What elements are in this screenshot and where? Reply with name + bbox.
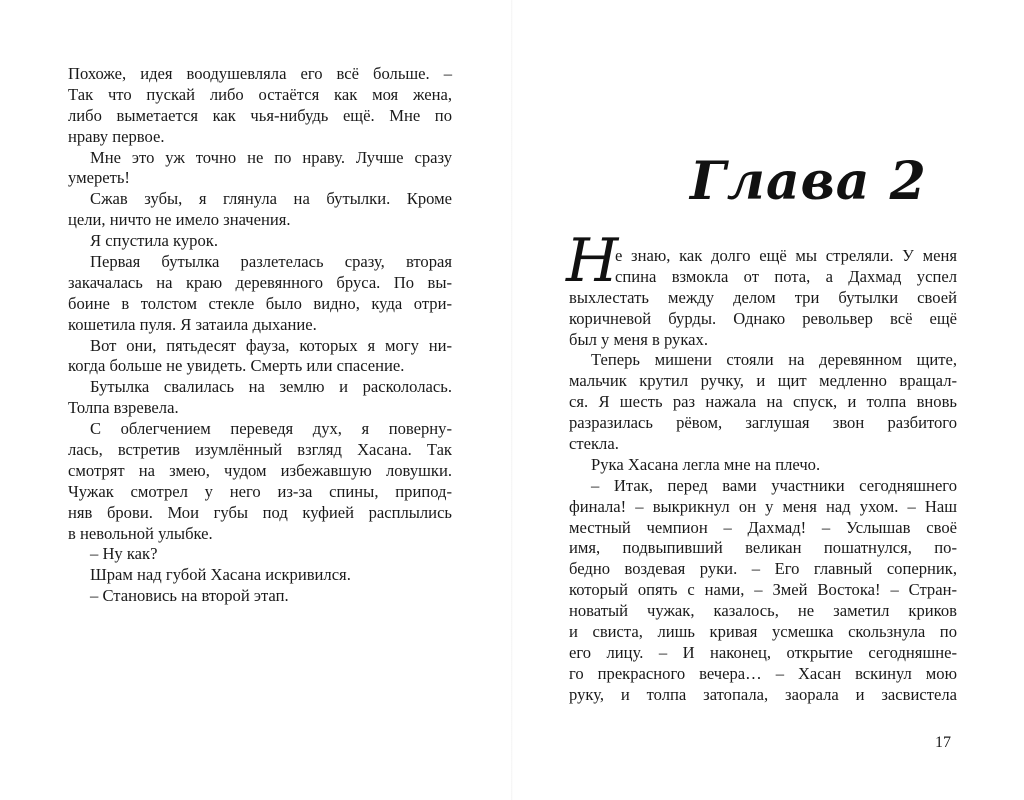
text-line: закачалась на краю деревянного бруса. По вы- bbox=[68, 272, 452, 292]
text-line: новатый чужак, казалось, не заметил криков bbox=[569, 601, 957, 621]
text-line: Бутылка свалилась на землю и раскололась. bbox=[90, 377, 452, 397]
text-line: Сжав зубы, я глянула на бутылки. Кроме bbox=[90, 189, 452, 209]
text-line: разразилась рёвом, заглушая звон разбитого bbox=[569, 413, 957, 433]
text-line: был у меня в руках. bbox=[569, 329, 708, 349]
text-line: – Ну как? bbox=[90, 544, 158, 564]
text-line: Шрам над губой Хасана искривился. bbox=[90, 565, 351, 585]
text-line: либо выметается как чья-нибудь ещё. Мне по bbox=[68, 105, 452, 125]
text-line: кошетила пуля. Я затаила дыхание. bbox=[68, 314, 317, 334]
text-line: смотрят на змею, чудом избежавшую ловушки. bbox=[68, 460, 452, 480]
text-line: который опять с нами, – Змей Востока! – Стран- bbox=[569, 580, 957, 600]
text-line: нраву первое. bbox=[68, 126, 165, 146]
text-line: С облегчением переведя дух, я поверну- bbox=[90, 419, 452, 439]
text-line: Толпа взревела. bbox=[68, 398, 179, 418]
text-line: коричневой бурды. Однако револьвер всё ещё bbox=[569, 308, 957, 328]
left-page-text bbox=[68, 64, 452, 607]
text-line: и свиста, лишь кривая усмешка скользнула по bbox=[569, 622, 957, 642]
text-line: Я спустила курок. bbox=[90, 231, 218, 251]
text-line: бедно воздевая руки. – Его главный соперник, bbox=[569, 559, 957, 579]
text-line: местный чемпион – Дахмад! – Услышав своё bbox=[569, 517, 957, 537]
text-line: умереть! bbox=[68, 168, 130, 188]
text-line: в невольной улыбке. bbox=[68, 523, 213, 543]
text-line: лась, встретив изумлённый взгляд Хасана. Так bbox=[68, 440, 452, 460]
drop-cap: Н bbox=[566, 226, 619, 296]
text-line: Чужак смотрел у него из-за спины, припод- bbox=[68, 481, 452, 501]
text-line: Мне это уж точно не по нраву. Лучше сразу bbox=[90, 147, 452, 167]
text-line: Рука Хасана легла мне на плечо. bbox=[591, 454, 821, 474]
text-line: цели, ничто не имело значения. bbox=[68, 210, 291, 230]
text-line: няв брови. Мои губы под куфией расплылись bbox=[68, 502, 452, 522]
text-line: финала! – выкрикнул он у меня над ухом. – Наш bbox=[569, 496, 957, 516]
text-line: Теперь мишени стояли на деревянном щите, bbox=[591, 350, 957, 370]
right-page-text bbox=[569, 246, 957, 706]
text-line: спина взмокла от пота, а Дахмад успел bbox=[615, 266, 957, 286]
text-line: го прекрасного вечера… – Хасан вскинул мою bbox=[569, 663, 957, 683]
text-line: Так что пускай либо остаётся как моя жена, bbox=[68, 84, 452, 104]
text-line: Похоже, идея воодушевляла его всё больше. – bbox=[68, 64, 452, 83]
text-line: – Становись на второй этап. bbox=[90, 586, 289, 606]
text-line: руку, и толпа затопала, заорала и засвистела bbox=[569, 684, 957, 704]
text-line: мальчик крутил ручку, и щит медленно вращал- bbox=[569, 371, 957, 391]
chapter-title: Глава 2 bbox=[690, 151, 927, 212]
text-line: ся. Я шесть раз нажала на спуск, и толпа вновь bbox=[569, 392, 957, 412]
text-line: выхлестать между делом три бутылки своей bbox=[569, 287, 957, 307]
text-line: – Итак, перед вами участники сегодняшнего bbox=[591, 475, 957, 495]
text-line: Первая бутылка разлетелась сразу, вторая bbox=[90, 252, 452, 272]
text-line: Вот они, пятьдесят фауза, которых я могу ни- bbox=[90, 335, 452, 355]
page-number: 17 bbox=[935, 734, 951, 751]
text-line: имя, подвыпивший великан пошатнулся, по- bbox=[569, 538, 957, 558]
text-line: е знаю, как долго ещё мы стреляли. У меня bbox=[615, 246, 957, 265]
text-line: его лицу. – И наконец, открытие сегодняшне- bbox=[569, 642, 957, 662]
text-line: когда больше не увидеть. Смерть или спасение. bbox=[68, 356, 405, 376]
text-line: стекла. bbox=[569, 434, 619, 454]
text-line: боине в толстом стекле было видно, куда отри- bbox=[68, 293, 452, 313]
